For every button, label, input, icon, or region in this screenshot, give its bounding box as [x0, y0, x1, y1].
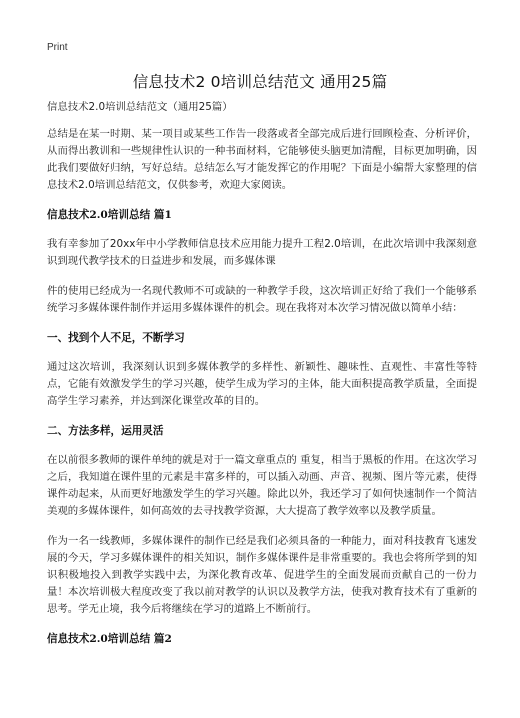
print-label: Print	[47, 42, 68, 53]
subheading-1: 一、找到个人不足，不断学习	[47, 332, 185, 344]
section-heading-2: 信息技术2.0培训总结 篇2	[47, 633, 172, 645]
page-title: 信息技术2 0培训总结范文 通用25篇	[132, 73, 388, 91]
subheading-2: 二、方法多样，运用灵活	[47, 425, 164, 437]
section1-paragraph-4: 在以前很多教师的课件单纯的就是对于一篇文章重点的 重复，相当于黑板的作用。在这次学习之后，我知道在课件里的元素是丰富多样的，可以插入动画、声音、视频、图片等元素，使得课件动起来，从而更好地激发学生的学习兴趣。除此以外，我还学习了如何快速制作一个简洁美观的多媒体课件，如何高效的去寻找教学资源，大大提高了教学效率以及教学质量。	[47, 454, 477, 517]
document-body	[47, 99, 477, 660]
document-subtitle: 信息技术2.0培训总结范文（通用25篇）	[47, 101, 233, 113]
intro-paragraph: 总结是在某一时期、某一项目或某些工作告一段落或者全部完成后进行回顾检查、分析评价，从而得出教训和一些规律性认识的一种书面材料，它能够使头脑更加清醒，目标更加明确，因此我们要做好归纳，写好总结。总结怎么写才能发挥它的作用呢？下面是小编帮大家整理的信息技术2.0培训总结范文，仅供参考，欢迎大家阅读。	[47, 128, 477, 191]
section1-paragraph-1: 我有幸参加了20xx年中小学教师信息技术应用能力提升工程2.0培训，在此次培训中我深刻意识到现代教学技术的日益进步和发展，而多媒体课	[47, 238, 477, 267]
section-heading-1: 信息技术2.0培训总结 篇1	[47, 209, 172, 221]
section1-paragraph-5: 作为一名一线教师，多媒体课件的制作已经是我们必须具备的一种能力，面对科技教育飞速发展的今天，学习多媒体课件的相关知识，制作多媒体课件是非常重要的。我也会将所学到的知识积极地投入到教学实践中去，为深化教育改革、促进学生的全面发展而贡献自己的一份力量！本次培训极大程度改变了我以前对教学的认识以及教学方法，使我对教育技术有了重新的思考。学无止境，我今后将继续在学习的道路上不断前行。	[47, 535, 477, 615]
section1-paragraph-2: 件的使用已经成为一名现代教师不可或缺的一种教学手段，这次培训正好给了我们一个能够系统学习多媒体课件制作并运用多媒体课件的机会。现在我将对本次学习情况做以简单小结：	[47, 285, 477, 314]
section1-paragraph-3: 通过这次培训，我深刻认识到多媒体教学的多样性、新颖性、趣味性、直观性、丰富性等特点，它能有效激发学生的学习兴趣，使学生成为学习的主体，能大面积提高教学质量，全面提高学生学习素养，并达到深化课堂改革的目的。	[47, 361, 477, 407]
